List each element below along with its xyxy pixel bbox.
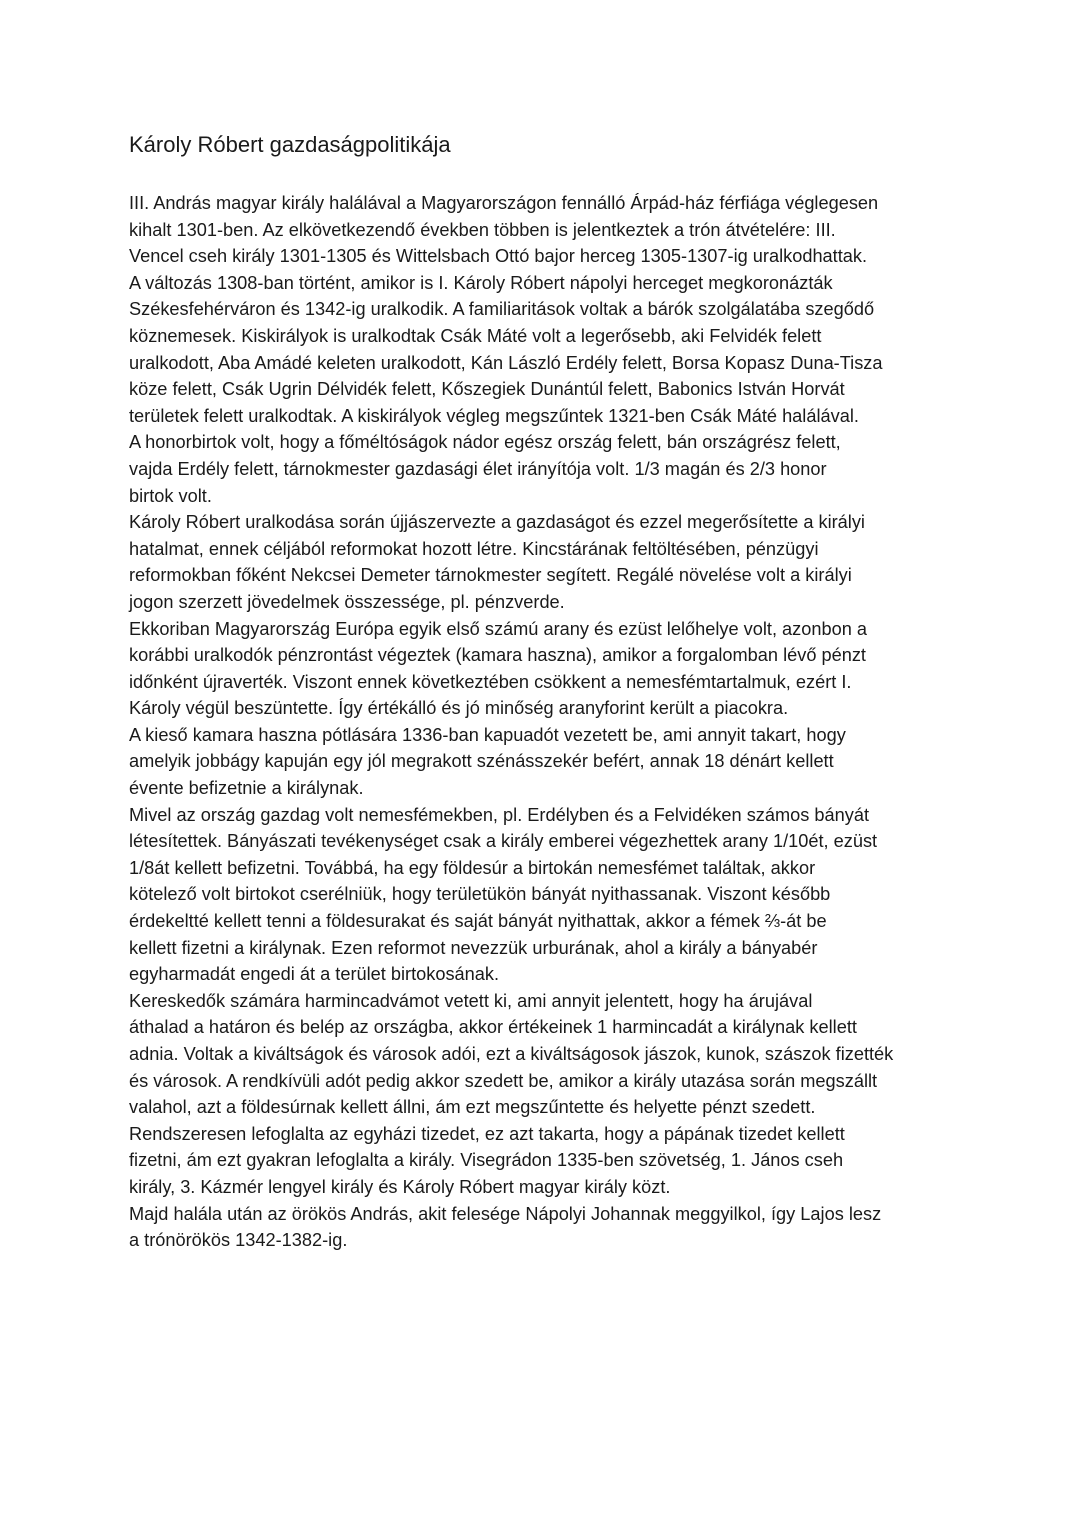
- text-line: kihalt 1301-ben. Az elkövetkezendő években többen is jelentkeztek a trón átvételére: III.: [129, 219, 836, 240]
- text-line: Székesfehérváron és 1342-ig uralkodik. A familiaritások voltak a bárók szolgálatába szegődő: [129, 299, 875, 320]
- text-line: vajda Erdély felett, tárnokmester gazdasági élet irányítója volt. 1/3 magán és 2/3 honor: [129, 458, 827, 479]
- text-line: Ekkoriban Magyarország Európa egyik első számú arany és ezüst lelőhelye volt, azonbon a: [129, 618, 868, 639]
- text-line: III. András magyar király halálával a Magyarországon fennálló Árpád-ház férfiága véglegesen: [129, 193, 879, 213]
- text-line: hatalmat, ennek céljából reformokat hozott létre. Kincstárának feltöltésében, pénzügyi: [129, 538, 819, 559]
- text-line: Károly Róbert uralkodása során újjászervezte a gazdaságot és ezzel megerősítette a királyi: [129, 512, 865, 533]
- text-line: amelyik jobbágy kapuján egy jól megrakott szénásszekér befért, annak 18 dénárt kellett: [129, 751, 834, 772]
- text-line: uralkodott, Aba Amádé keleten uralkodott, Kán László Erdély felett, Borsa Kopasz Duna-Tisza: [129, 352, 883, 373]
- text-line: Károly végül beszüntette. Így értékálló és jó minőség aranyforint került a piacokra.: [129, 698, 789, 719]
- document-title: Károly Róbert gazdaságpolitikája: [129, 132, 451, 157]
- document-body: [129, 190, 959, 1254]
- text-line: Kereskedők számára harmincadvámot vetett ki, ami annyit jelentett, hogy ha árujával: [129, 990, 813, 1011]
- text-line: 1/8át kellett befizetni. Továbbá, ha egy földesúr a birtokán nemesfémet találtak, akkor: [129, 857, 816, 878]
- text-line: birtok volt.: [129, 485, 212, 506]
- text-line: a trónörökös 1342-1382-ig.: [129, 1230, 348, 1251]
- text-line: Mivel az ország gazdag volt nemesfémekben, pl. Erdélyben és a Felvidéken számos bányát: [129, 804, 870, 825]
- text-line: reformokban főként Nekcsei Demeter tárnokmester segített. Regálé növelése volt a királyi: [129, 565, 852, 586]
- text-line: kötelező volt birtokot cserélniük, hogy területükön bányát nyithassanak. Viszont később: [129, 884, 831, 905]
- text-line: és városok. A rendkívüli adót pedig akkor szedett be, amikor a király utazása során megszállt: [129, 1070, 878, 1091]
- text-line: létesítettek. Bányászati tevékenységet csak a király emberei végezhettek arany 1/10ét, ezüst: [129, 831, 878, 852]
- text-line: köznemesek. Kiskirályok is uralkodtak Csák Máté volt a legerősebb, aki Felvidék felett: [129, 325, 822, 346]
- text-line: egyharmadát engedi át a terület birtokosának.: [129, 964, 500, 985]
- text-line: A kieső kamara haszna pótlására 1336-ban kapuadót vezetett be, ami annyit takart, hogy: [129, 724, 846, 745]
- text-line: Majd halála után az örökös András, akit felesége Nápolyi Johannak meggyilkol, így Lajos lesz: [129, 1203, 882, 1224]
- text-line: A változás 1308-ban történt, amikor is I. Károly Róbert nápolyi herceget megkoronázták: [129, 272, 833, 293]
- text-line: király, 3. Kázmér lengyel király és Károly Róbert magyar király közt.: [129, 1176, 671, 1197]
- text-line: érdekeltté kellett tenni a földesurakat és saját bányát nyithattak, akkor a fémek ⅔-át be: [129, 911, 827, 932]
- text-line: valahol, azt a földesúrnak kellett állni, ám ezt megszűntette és helyette pénzt szedett.: [129, 1097, 816, 1118]
- text-line: kellett fizetni a királynak. Ezen reformot nevezzük urburának, ahol a király a bányabér: [129, 937, 818, 958]
- text-line: jogon szerzett jövedelmek összessége, pl. pénzverde.: [129, 591, 565, 612]
- text-line: Vencel cseh király 1301-1305 és Wittelsbach Ottó bajor herceg 1305-1307-ig uralkodhattak.: [129, 246, 868, 267]
- text-line: A honorbirtok volt, hogy a főméltóságok nádor egész ország felett, bán országrész felett,: [129, 432, 841, 453]
- text-line: Rendszeresen lefoglalta az egyházi tizedet, ez azt takarta, hogy a pápának tizedet kellett: [129, 1123, 845, 1144]
- text-line: áthalad a határon és belép az országba, akkor értékeinek 1 harmincadát a királynak kellett: [129, 1017, 857, 1038]
- text-line: évente befizetnie a királynak.: [129, 778, 364, 799]
- text-line: köze felett, Csák Ugrin Délvidék felett, Kőszegiek Dunántúl felett, Babonics István Horvát: [129, 379, 845, 400]
- text-line: területek felett uralkodtak. A kiskirályok végleg megszűntek 1321-ben Csák Máté halálával.: [129, 405, 859, 426]
- text-line: adnia. Voltak a kiváltságok és városok adói, ezt a kiváltságosok jászok, kunok, szászok fizették: [129, 1044, 894, 1064]
- text-line: fizetni, ám ezt gyakran lefoglalta a király. Visegrádon 1335-ben szövetség, 1. János cseh: [129, 1150, 844, 1171]
- text-line: időnként újraverték. Viszont ennek következtében csökkent a nemesfémtartalmuk, ezért I.: [129, 671, 852, 692]
- text-line: korábbi uralkodók pénzrontást végeztek (kamara haszna), amikor a forgalomban lévő pénzt: [129, 645, 866, 666]
